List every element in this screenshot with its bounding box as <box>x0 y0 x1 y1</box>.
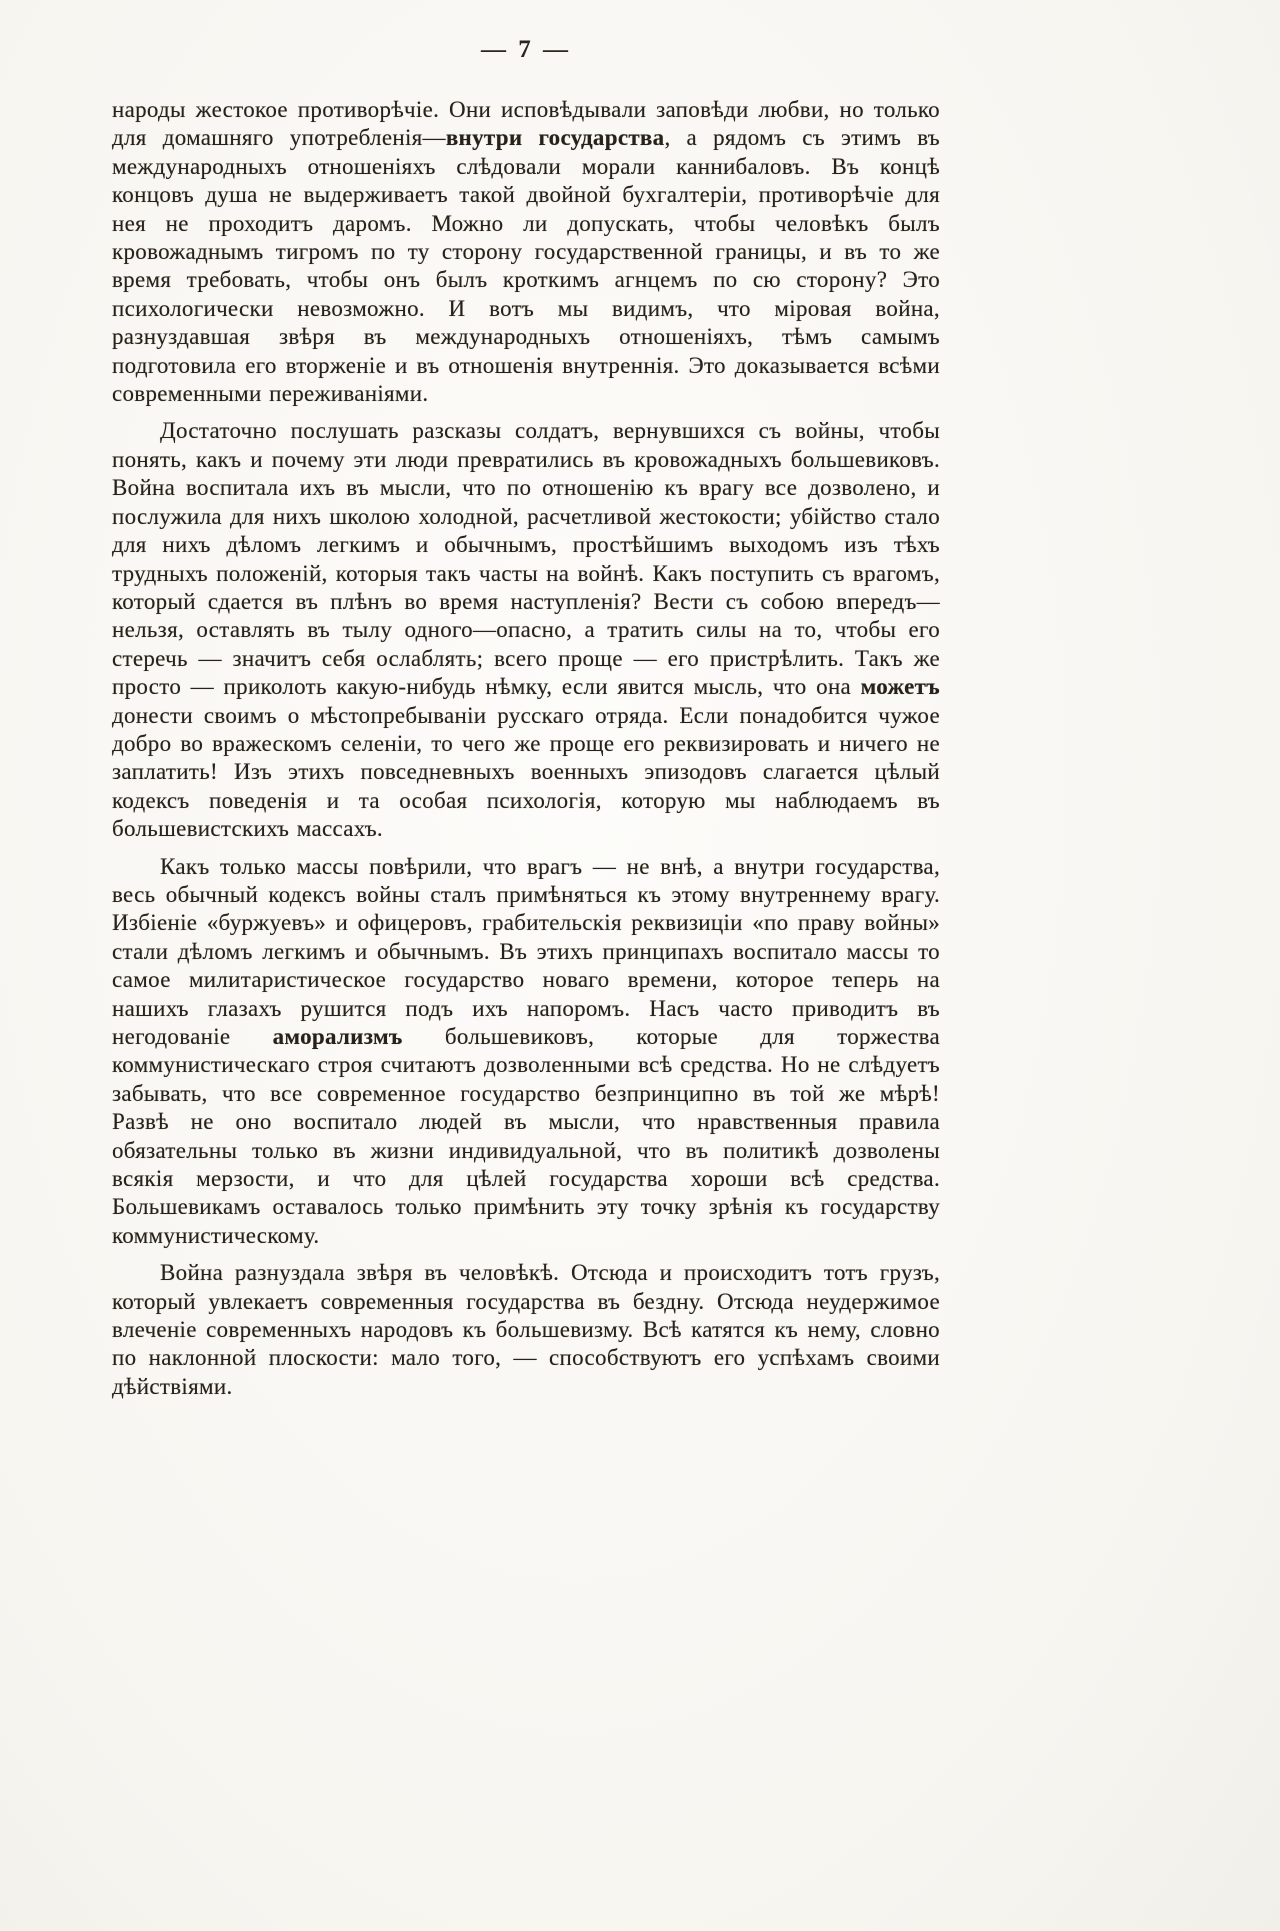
text-run: Какъ только массы повѣрили, что врагъ — не внѣ, а внутри государства, весь обычный кодексъ войны сталъ примѣняться къ этому внутреннему врагу. Избіеніе «буржуевъ» и офицеровъ, грабительскія реквизиціи «по праву войны» стали дѣломъ легкимъ и обычнымъ. Въ этихъ принципахъ воспитало массы то самое милитаристическое государство новаго времени, которое теперь на нашихъ глазахъ рушится подъ ихъ напоромъ. Насъ часто приводитъ въ негодованіе <box>112 853 940 1049</box>
text-run: народы жестокое противорѣчіе. Они исповѣдывали заповѣди любви, но только для домашняго употребленія— <box>112 97 940 151</box>
page-number: — 7 — <box>481 36 571 63</box>
text-run: Достаточно послушать разсказы солдатъ, вернувшихся съ войны, чтобы понять, какъ и почему эти люди превратились въ кровожадныхъ большевиковъ. Война воспитала ихъ въ мысли, что по отношенію къ врагу все дозволено, и послужила для нихъ школою холодной, расчетливой жестокости; убійство стало для нихъ дѣломъ легкимъ и обычнымъ, простѣйшимъ выходомъ изъ тѣхъ трудныхъ положеній, которыя такъ часты на войнѣ. Какъ поступить съ врагомъ, который сдается въ плѣнъ во время наступленія? Вести съ собою впередъ—нельзя, оставлять въ тылу одного—опасно, а тратить силы на то, чтобы его стеречь — значитъ себя ослаблять; всего проще — его пристрѣлить. Такъ же просто — приколоть какую-нибудь нѣмку, если явится мысль, что она <box>112 418 940 700</box>
body-text <box>112 96 940 1401</box>
emphasized-text: внутри государства <box>445 125 665 151</box>
emphasized-text: аморализмъ <box>272 1024 403 1049</box>
text-run: , а рядомъ съ этимъ въ международныхъ отношеніяхъ слѣдовали морали каннибаловъ. Въ концѣ концовъ душа не выдерживаетъ такой двойной бухгалтеріи, противорѣчіе для нея не проходитъ даромъ. Можно ли допускать, чтобы человѣкъ былъ кровожаднымъ тигромъ по ту сторону государственной границы, и въ то же время требовать, чтобы онъ былъ кроткимъ агнцемъ по сю сторону? Это психологически невозможно. И вотъ мы видимъ, что міровая война, разнуздавшая звѣря въ международныхъ отношеніяхъ, тѣмъ самымъ подготовила его вторженіе и въ отношенія внутреннія. Это доказывается всѣми современными переживаніями. <box>112 125 940 407</box>
text-run: большевиковъ, которые для торжества коммунистическаго строя считаютъ дозволенными всѣ средства. Но не слѣдуетъ забывать, что все современное государство безпринципно въ той же мѣрѣ! Развѣ не оно воспитало людей въ мысли, что нравственныя правила обязательны только въ жизни индивидуальной, что въ политикѣ дозволены всякія мерзости, и что для цѣлей государства хороши всѣ средства. Большевикамъ оставалось только примѣнить эту точку зрѣнія къ государству коммунистическому. <box>112 1024 940 1248</box>
paragraph <box>112 853 940 1251</box>
paragraph <box>112 96 940 408</box>
paragraph <box>112 1259 940 1401</box>
text-run: Война разнуздала звѣря въ человѣкѣ. Отсюда и происходитъ тотъ грузъ, который увлекаетъ современныя государства въ бездну. Отсюда неудержимое влеченіе современныхъ народовъ къ большевизму. Всѣ катятся къ нему, словно по наклонной плоскости: мало того, — способствуютъ его успѣхамъ своими дѣйствіями. <box>112 1260 940 1399</box>
emphasized-text: можетъ <box>860 674 940 700</box>
text-run: донести своимъ о мѣстопребываніи русскаго отряда. Если понадобится чужое добро во вражескомъ селеніи, то чего же проще его реквизировать и ничего не заплатить! Изъ этихъ повседневныхъ военныхъ эпизодовъ слагается цѣлый кодексъ поведенія и та особая психологія, которую мы наблюдаемъ въ большевистскихъ массахъ. <box>112 702 940 842</box>
paragraph <box>112 417 940 843</box>
